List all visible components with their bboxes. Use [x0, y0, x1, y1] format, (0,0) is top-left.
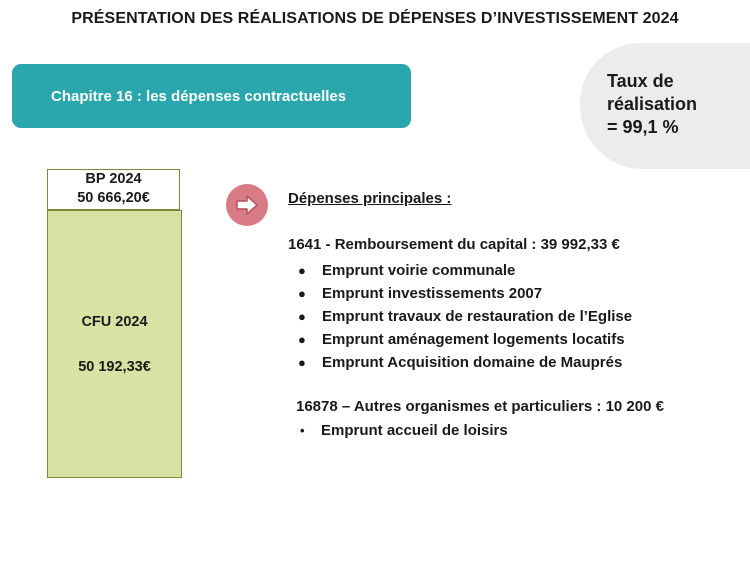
chapter-banner [12, 64, 411, 128]
bullet-icon: • [300, 423, 305, 438]
page-title: PRÉSENTATION DES RÉALISATIONS DE DÉPENSES D’INVESTISSEMENT 2024 [71, 10, 679, 27]
list-item: ● Emprunt voirie communale [288, 259, 632, 282]
cfu-box [47, 210, 182, 478]
bp-box [47, 169, 180, 210]
list-item: ● Emprunt Acquisition domaine de Mauprés [288, 351, 632, 374]
section-16878-list [288, 419, 508, 442]
bullet-icon: ● [298, 355, 306, 370]
section-1641-list [288, 259, 632, 374]
section-16878-title: 16878 – Autres organismes et particuliers : 10 200 € [296, 398, 664, 415]
expenses-heading: Dépenses principales : [288, 190, 452, 207]
bp-amount: 50 666,20€ [77, 190, 150, 206]
list-item: ● Emprunt travaux de restauration de l’Eglise [288, 305, 632, 328]
rate-line-2: réalisation [607, 94, 698, 114]
rate-text [607, 70, 737, 139]
bullet-icon: ● [298, 332, 306, 347]
rate-line-1: Taux de [607, 71, 674, 91]
rate-value: = 99,1 % [607, 117, 679, 137]
list-item: • Emprunt accueil de loisirs [288, 419, 508, 442]
cfu-amount: 50 192,33€ [78, 359, 151, 375]
bullet-icon: ● [298, 263, 306, 278]
list-item: ● Emprunt investissements 2007 [288, 282, 632, 305]
list-item: ● Emprunt aménagement logements locatifs [288, 328, 632, 351]
section-1641-title: 1641 - Remboursement du capital : 39 992,33 € [288, 236, 620, 253]
bullet-icon: ● [298, 309, 306, 324]
chapter-label: Chapitre 16 : les dépenses contractuelles [51, 87, 347, 105]
bp-label: BP 2024 [85, 171, 142, 187]
cfu-label: CFU 2024 [81, 314, 148, 330]
arrow-icon [226, 184, 268, 226]
arrow-right-icon [226, 184, 268, 226]
bullet-icon: ● [298, 286, 306, 301]
